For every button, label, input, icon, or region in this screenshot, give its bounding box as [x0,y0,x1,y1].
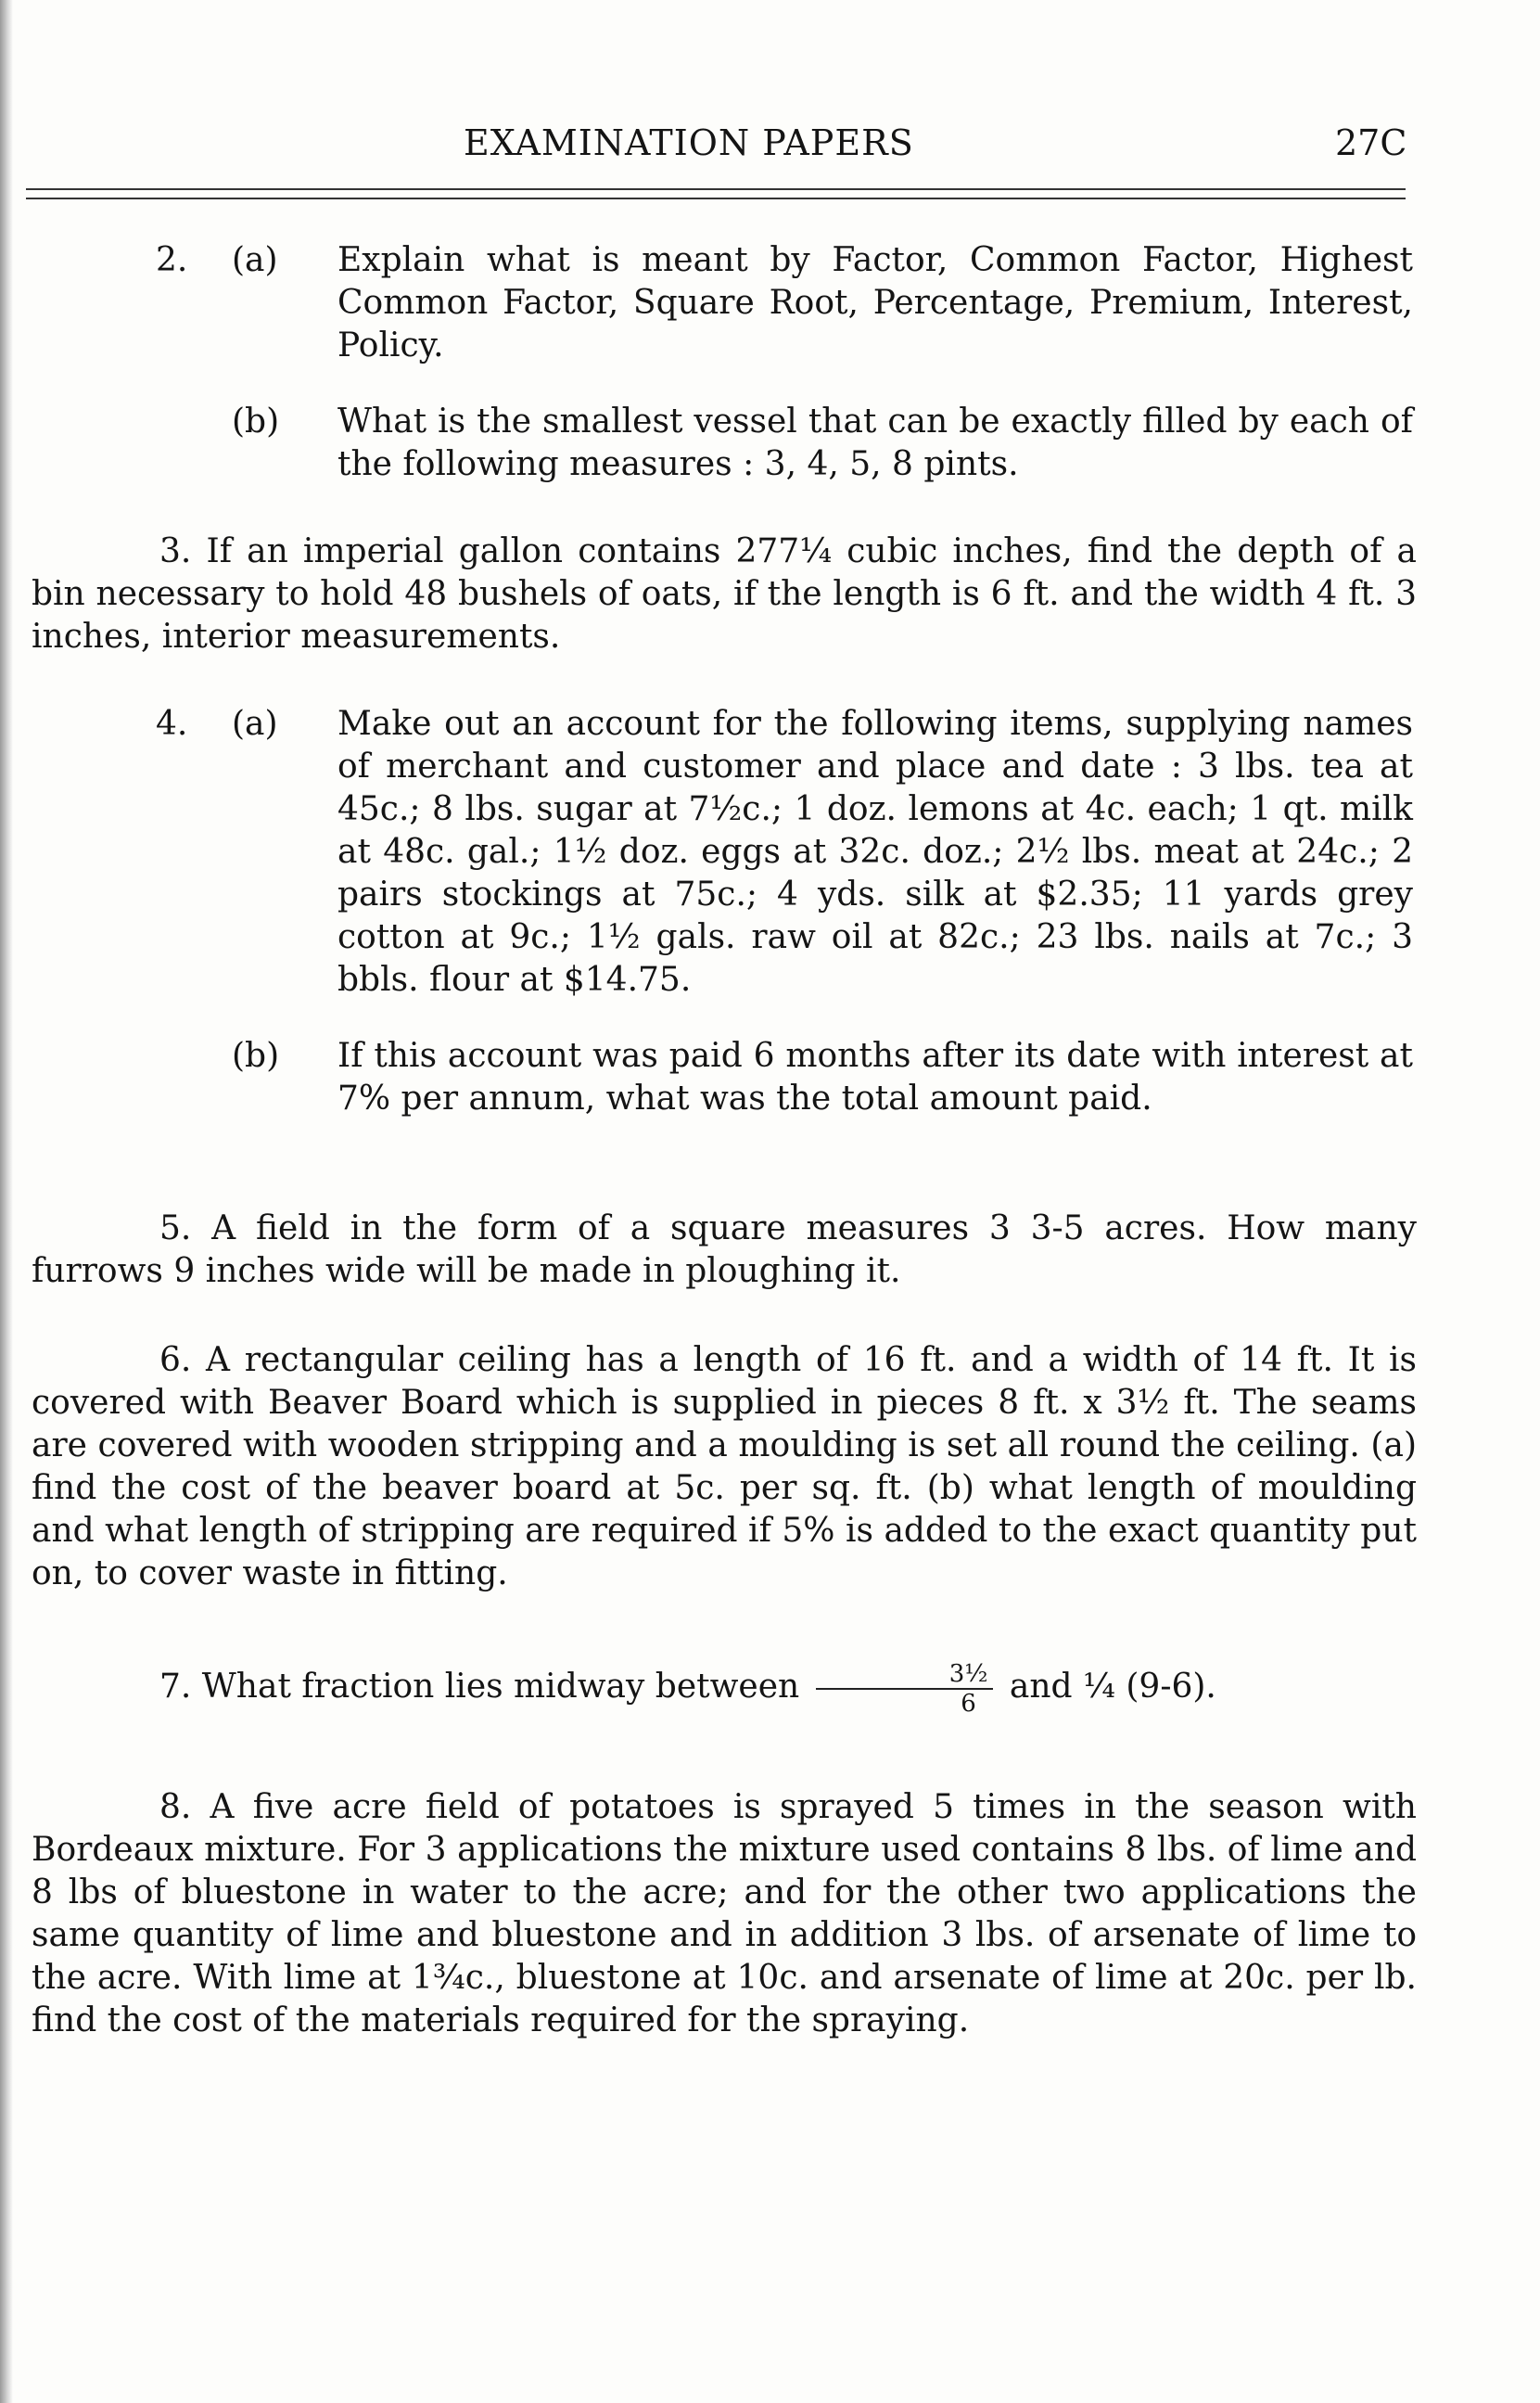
subquestion-label: (a) [232,241,278,279]
subquestion-label: (a) [232,705,278,743]
question-text: and ¼ (9-6). [1009,1668,1216,1706]
question-text: If this account was paid 6 months after its date with interest at 7% per annum, what was the total amount paid. [337,1037,1413,1118]
subquestion-label: (b) [232,1037,280,1075]
page-number: 27C [1335,122,1407,163]
question-2a [156,239,1417,367]
fraction-numerator: 3½ [816,1660,994,1690]
fraction [816,1660,994,1718]
header-rule-bottom [26,198,1406,199]
question-number: 4. [156,705,188,743]
subquestion-label: (b) [232,403,280,441]
question-text: 7. What fraction lies midway between [159,1668,800,1706]
page-header [0,119,1540,174]
question-6: 6. A rectangular ceiling has a length of 16 ft. and a width of 14 ft. It is covered with Beaver Board which is supplied in pieces 8 ft. x 3½ ft. The seams are covered with wooden stripping and a moulding is set all round the ceiling. (a) find the cost of the beaver board at 5c. per sq. ft. (b) what length of moulding and what length of stripping are required if 5% is added to the exact quantity put on, to cover waste in fitting. [32,1341,1417,1592]
question-8: 8. A five acre field of potatoes is sprayed 5 times in the season with Bordeaux mixture. For 3 applications the mixture used contains 8 lbs. of lime and 8 lbs of bluestone in water to the acre; and for the other two applications the same quantity of lime and bluestone and in addition 3 lbs. of arsenate of lime to the acre. With lime at 1¾c., bluestone at 10c. and arsenate of lime at 20c. per lb. find the cost of the materials required for the spraying. [32,1788,1417,2039]
question-number: 2. [156,241,188,279]
fraction-denominator: 6 [961,1690,976,1718]
question-text: What is the smallest vessel that can be exactly filled by each of the following measures : 3, 4, 5, 8 pints. [337,403,1413,483]
question-2b [156,401,1417,486]
running-head: EXAMINATION PAPERS [464,122,914,163]
page-spine-shadow [0,0,13,2403]
header-rule-top [26,188,1406,190]
question-text: Explain what is meant by Factor, Common Factor, Highest Common Factor, Square Root, Percentage, Premium, Interest, Policy. [337,241,1413,364]
question-5: 5. A field in the form of a square measures 3 3-5 acres. How many furrows 9 inches wide will be made in ploughing it. [32,1209,1417,1290]
question-4a [156,703,1417,1002]
question-3: 3. If an imperial gallon contains 277¼ cubic inches, find the depth of a bin necessary to hold 48 bushels of oats, if the length is 6 ft. and the width 4 ft. 3 inches, interior measurements. [32,532,1417,656]
question-4b [156,1035,1417,1120]
question-text: Make out an account for the following items, supplying names of merchant and customer and place and date : 3 lbs. tea at 45c.; 8 lbs. sugar at 7½c.; 1 doz. lemons at 4c. each; 1 qt. milk at 48c. gal.; 1½ doz. eggs at 32c. doz.; 2½ lbs. meat at 24c.; 2 pairs stockings at 75c.; 4 yds. silk at $2.35; 11 yards grey cotton at 9c.; 1½ gals. raw oil at 82c.; 23 lbs. nails at 7c.; 3 bbls. flour at $14.75. [337,705,1413,999]
question-7 [32,1660,1417,1718]
